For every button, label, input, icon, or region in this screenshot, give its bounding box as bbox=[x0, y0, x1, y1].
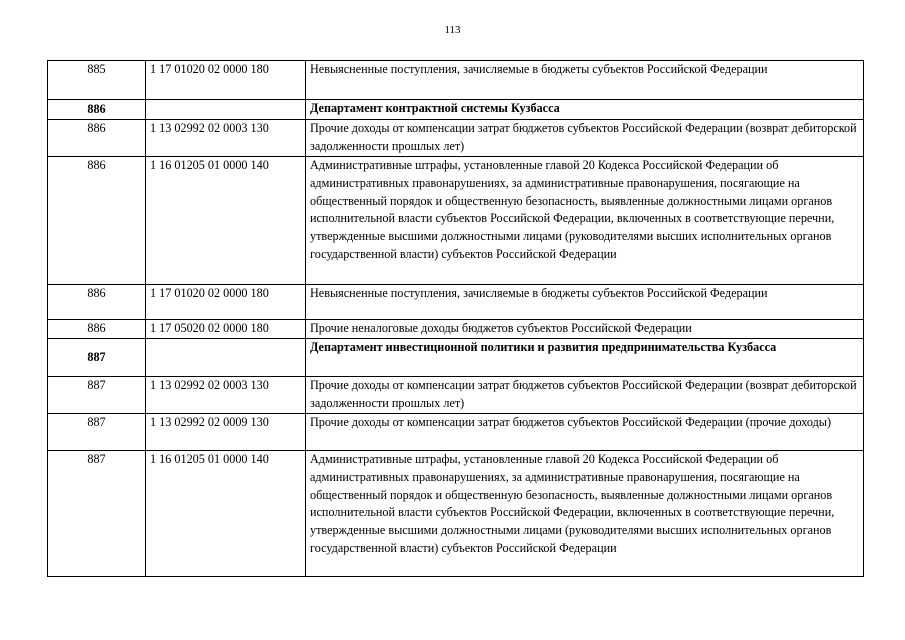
revenue-description-cell: Прочие доходы от компенсации затрат бюджетов субъектов Российской Федерации (прочие доходы) bbox=[306, 414, 864, 451]
admin-code-cell: 886 bbox=[48, 120, 146, 157]
revenue-code-cell: 1 17 01020 02 0000 180 bbox=[146, 61, 306, 100]
revenue-code-cell bbox=[146, 339, 306, 377]
department-row bbox=[48, 339, 864, 377]
admin-code-cell: 887 bbox=[48, 414, 146, 451]
budget-revenue-table bbox=[47, 60, 864, 577]
table-row bbox=[48, 61, 864, 100]
department-name-cell: Департамент контрактной системы Кузбасса bbox=[306, 100, 864, 120]
page-number: 113 bbox=[444, 24, 461, 36]
table-row bbox=[48, 451, 864, 577]
table-row bbox=[48, 377, 864, 414]
table-row bbox=[48, 120, 864, 157]
admin-code-cell: 887 bbox=[48, 377, 146, 414]
revenue-description-cell: Прочие неналоговые доходы бюджетов субъектов Российской Федерации bbox=[306, 320, 864, 339]
table-row bbox=[48, 414, 864, 451]
revenue-description-cell: Прочие доходы от компенсации затрат бюджетов субъектов Российской Федерации (возврат дебиторской задолженности прошлых лет) bbox=[306, 377, 864, 414]
admin-code-cell: 886 bbox=[48, 285, 146, 320]
revenue-code-cell: 1 17 05020 02 0000 180 bbox=[146, 320, 306, 339]
admin-code-cell: 887 bbox=[48, 451, 146, 577]
revenue-description-cell: Административные штрафы, установленные главой 20 Кодекса Российской Федерации об административных правонарушениях, за административные правонарушения, посягающие на общественный порядок и общественную безопасность, выявленные должностными лицами органов исполнительной власти субъектов Российской Федерации, включенных в соответствующие перечни, утвержденные высшими должностными лицами (руководителями высших исполнительных органов государственной власти) субъектов Российской Федерации bbox=[306, 451, 864, 577]
table-row bbox=[48, 285, 864, 320]
revenue-description-cell: Административные штрафы, установленные главой 20 Кодекса Российской Федерации об административных правонарушениях, за административные правонарушения, посягающие на общественный порядок и общественную безопасность, выявленные должностными лицами органов исполнительной власти субъектов Российской Федерации, включенных в соответствующие перечни, утвержденные высшими должностными лицами (руководителями высших исполнительных органов государственной власти) субъектов Российской Федерации bbox=[306, 157, 864, 285]
table-row bbox=[48, 157, 864, 285]
admin-code-cell: 886 bbox=[48, 320, 146, 339]
revenue-code-cell bbox=[146, 100, 306, 120]
revenue-description-cell: Невыясненные поступления, зачисляемые в бюджеты субъектов Российской Федерации bbox=[306, 61, 864, 100]
revenue-code-cell: 1 16 01205 01 0000 140 bbox=[146, 157, 306, 285]
admin-code-cell: 886 bbox=[48, 157, 146, 285]
revenue-code-cell: 1 13 02992 02 0003 130 bbox=[146, 377, 306, 414]
revenue-code-cell: 1 17 01020 02 0000 180 bbox=[146, 285, 306, 320]
table-row bbox=[48, 320, 864, 339]
admin-code-cell: 886 bbox=[48, 100, 146, 120]
revenue-description-cell: Невыясненные поступления, зачисляемые в бюджеты субъектов Российской Федерации bbox=[306, 285, 864, 320]
department-name-cell: Департамент инвестиционной политики и развития предпринимательства Кузбасса bbox=[306, 339, 864, 377]
admin-code-cell: 885 bbox=[48, 61, 146, 100]
revenue-code-cell: 1 13 02992 02 0009 130 bbox=[146, 414, 306, 451]
revenue-code-cell: 1 16 01205 01 0000 140 bbox=[146, 451, 306, 577]
revenue-code-cell: 1 13 02992 02 0003 130 bbox=[146, 120, 306, 157]
department-row bbox=[48, 100, 864, 120]
admin-code-cell: 887 bbox=[48, 339, 146, 377]
revenue-description-cell: Прочие доходы от компенсации затрат бюджетов субъектов Российской Федерации (возврат дебиторской задолженности прошлых лет) bbox=[306, 120, 864, 157]
